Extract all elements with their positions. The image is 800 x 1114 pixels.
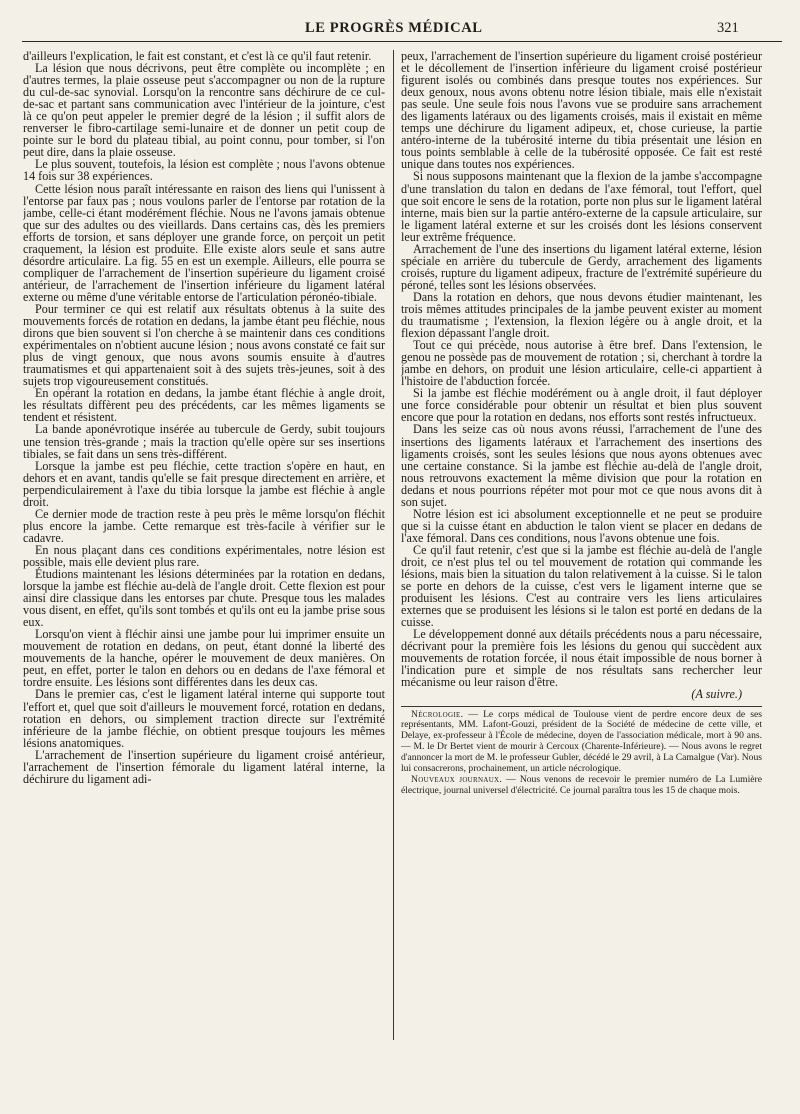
new-journals-text: — Nous venons de recevoir le premier numéro de La Lumière électrique, journal universel d'électricité. Ce journal paraîtra tous les 15 de chaque mois. [401, 773, 762, 796]
paragraph: Pour terminer ce qui est relatif aux résultats obtenus à la suite des mouvements forcés de rotation en dedans, la jambe étant peu fléchie, nous dirons que bien souvent si l'on cherche à se maintenir dans ces conditions expérimentales on n'obtient aucune lésion ; nous avons constaté ce fait sur plus de vingt genoux, que nous avons soumis ensuite à d'autres traumatismes et qui appartenaient soit à des sujets très-jeunes, soit à des sujets trop vigoureusement constitués. [23, 301, 385, 389]
right-column [401, 50, 762, 1040]
paragraph: La bande aponévrotique insérée au tubercule de Gerdy, subit toujours une tension très-grande ; mais la traction qu'elle opère sur ses insertions tibiales, se fait dans un sens très-différent. [23, 422, 385, 461]
necrology-text: — Le corps médical de Toulouse vient de perdre encore deux de ses représentants, MM. Lafont-Gouzi, président de la Société de médecine de cette ville, et Delaye, ex-professeur à l'École de médecine, doyen de l'association médicale, mort à 90 ans. — M. le Dr Bertet vient de mourir à Cercoux (Charente-Inférieure). — Nous avons le regret d'annoncer la mort de M. le professeur Gubler, décédé le 29 avril, à La Camalgue (Var). Nous lui consacrerons, prochainement, un article nécrologique. [401, 708, 762, 775]
paragraph: L'arrachement de l'insertion supérieure du ligament croisé antérieur, l'arrachement de l'insertion fémorale du ligament latéral interne, la déchirure du ligament adi- [23, 747, 385, 786]
paragraph: Ce qu'il faut retenir, c'est que si la jambe est fléchie au-delà de l'angle droit, ce n'est plus tel ou tel mouvement de rotation qui commande les lésions, mais bien la situation du talon relativement à la cuisse. Si le talon se porte en dehors de la cuisse, c'est vers le ligament interne que se produisent les lésions. C'est au contraire vers les liens articulaires externes que se produisent les lésions si le talon est porté en dedans de la cuisse. [401, 542, 762, 630]
news-notes [401, 706, 762, 797]
new-journals-note [401, 775, 762, 797]
paragraph: Dans le premier cas, c'est le ligament latéral interne qui supporte tout l'effort et, quel que soit d'ailleurs le mouvement forcé, rotation en dedans, rotation en dehors, ou simplement traction directe sur l'extrémité inférieure de la jambe fléchie, on obtient presque toujours les mêmes lésions anatomiques. [23, 687, 385, 750]
paragraph: peux, l'arrachement de l'insertion supérieure du ligament croisé postérieur et le décollement de l'insertion inférieure du ligament croisé postérieur figurent isolés ou combinés dans presque toutes nos expériences. Sur deux genoux, nous avons obtenu notre lésion tibiale, mais elle n'existait pas seule. Une seule fois nous l'avons vue se produire sans arrachement des ligaments latéraux ou des ligaments croisés, mais il existait en même temps une déchirure du ligament adipeux, et, chose curieuse, la partie antéro-interne de la tubérosité interne du tibia présentait une lésion en tous points semblable à celle de la tubérosité opposée. Ce fait est resté unique dans toutes nos expériences. [401, 50, 762, 172]
new-journals-label: Nouveaux journaux. [411, 773, 503, 785]
paragraph: En opérant la rotation en dedans, la jambe étant fléchie à angle droit, les résultats diffèrent peu des précédents, car les mêmes ligaments se tendent et résistent. [23, 386, 385, 425]
paragraph: Dans les seize cas où nous avons réussi, l'arrachement de l'une des insertions des ligaments latéraux et l'arrachement des insertions des ligaments croisés, sont les seules lésions que nous ayons obtenues avec une certaine constance. Si la jambe est fléchie au-delà de l'angle droit, nous retrouvons exactement la même division que pour la rotation en dedans et nous pourrions répéter mot pour mot ce que nous avons dit à son sujet. [401, 422, 762, 509]
paragraph: En nous plaçant dans ces conditions expérimentales, notre lésion est possible, mais elle devient plus rare. [23, 542, 385, 569]
paragraph: Le plus souvent, toutefois, la lésion est complète ; nous l'avons obtenue 14 fois sur 38 expériences. [23, 157, 385, 184]
paragraph: La lésion que nous décrivons, peut être complète ou incomplète ; en d'autres termes, la plaie osseuse peut s'accompagner ou non de la rupture du cul-de-sac synovial. Lorsqu'on la rencontre sans déchirure de ce cul-de-sac et partant sans communication avec l'intérieur de la jointure, c'est là ce qu'on peut appeler le premier degré de la lésion ; il suffit alors de renverser le fibro-cartilage semi-lunaire et de donner un petit coup de pointe sur le bord du plateau tibial, au point connu, pour tomber, si l'on peut dire, dans la plaie osseuse. [23, 61, 385, 160]
necrology-label: Nécrologie. [411, 708, 464, 720]
necrology-note [401, 710, 762, 775]
paragraph: Notre lésion est ici absolument exceptionnelle et ne peut se produire que si la cuisse étant en abduction le talon vient se placer en dedans de l'axe fémoral. Dans ces conditions, nous l'avons obtenue une fois. [401, 506, 762, 545]
paragraph: Cette lésion nous paraît intéressante en raison des liens qui l'unissent à l'entorse par faux pas ; nous voulons parler de l'entorse par rotation de la jambe, celle-ci étant modérément fléchie. Nous ne l'avons jamais obtenue que sur des adultes ou des vieillards. Dans certains cas, dès les premiers efforts de torsion, et sans déployer une grande force, on perçoit un petit craquement, la lésion est produite. Elle existe alors seule et sans autre désordre articulaire. La fig. 55 en est un exemple. Ailleurs, elle pourra se compliquer de l'arrachement de l'insertion supérieure du ligament croisé antérieur, de l'arrachement de l'insertion inférieure du ligament latéral externe ou même d'une véritable entorse de l'articulation péronéo-tibiale. [23, 181, 385, 304]
column-divider [393, 50, 394, 1040]
to-be-continued: (A suivre.) [691, 687, 742, 702]
paragraph: Si nous supposons maintenant que la flexion de la jambe s'accompagne d'une translation du talon en dedans de l'axe fémoral, tout l'effort, quel que soit encore le sens de la rotation, porte non plus sur le ligament latéral interne, mais bien sur la partie antéro-externe de la capsule articulaire, sur le ligament latéral externe et sur les croisés dont les lésions conservent leur extrême fréquence. [401, 169, 762, 244]
paragraph: Dans la rotation en dehors, que nous devons étudier maintenant, les trois mêmes attitudes principales de la jambe peuvent exister au moment du traumatisme ; l'extension, la flexion légère ou à angle droit, et la flexion dépassant l'angle droit. [401, 289, 762, 341]
paragraph: Lorsqu'on vient à fléchir ainsi une jambe pour lui imprimer ensuite un mouvement de rotation en dedans, on peut, étant donné la liberté des mouvements de la hanche, opérer le mouvement de deux manières. On peut, en effet, porter le talon en dehors ou en dedans de l'axe fémoral et tordre ensuite. Les lésions sont différentes dans les deux cas. [23, 627, 385, 690]
paragraph: Lorsque la jambe est peu fléchie, cette traction s'opère en haut, en dehors et en avant, tandis qu'elle se fait presque directement en arrière, et perpendiculairement à l'axe du tibia lorsque la jambe est fléchie à angle droit. [23, 458, 385, 509]
paragraph: d'ailleurs l'explication, le fait est constant, et c'est là ce qu'il faut retenir. [23, 50, 372, 63]
paragraph: Étudions maintenant les lésions déterminées par la rotation en dedans, lorsque la jambe est fléchie au-delà de l'angle droit. Cette flexion est pour ainsi dire classique dans les entorses par chute. Presque tous les malades vous disent, en effet, qu'ils sont tombés et qu'ils ont eu la jambe prise sous eux. [23, 567, 385, 630]
paragraph: Si la jambe est fléchie modérément ou à angle droit, il faut déployer une force considérable pour obtenir un résultat et bien plus souvent encore que pour la rotation en dedans, nos efforts sont restés infructueux. [401, 386, 762, 425]
paragraph: Ce dernier mode de traction reste à peu près le même lorsqu'on fléchit plus encore la jambe. Cette remarque est très-facile à vérifier sur le cadavre. [23, 506, 385, 545]
paragraph: Tout ce qui précède, nous autorise à être bref. Dans l'extension, le genou ne possède pas de mouvement de rotation ; si, cherchant à tordre la jambe en dehors, on produit une lésion articulaire, celle-ci appartient à l'histoire de l'abduction forcée. [401, 338, 762, 389]
paragraph: Arrachement de l'une des insertions du ligament latéral externe, lésion spéciale en arrière du tubercule de Gerdy, arrachement des ligaments croisés, rupture du ligament adipeux, fracture de l'extrémité supérieure du péroné, telles sont les lésions observées. [401, 241, 762, 292]
left-column [23, 50, 385, 1040]
paragraph: Le développement donné aux détails précédents nous a paru nécessaire, décrivant pour la première fois les lésions du genou qui succèdent aux mouvements de rotation forcée, il nous était impossible de nous borner à l'indication pure et simple de nos résultats sans rechercher leur mécanisme ou leur raison d'être. [401, 627, 762, 690]
page-number: 321 [717, 20, 739, 36]
journal-title: LE PROGRÈS MÉDICAL [305, 20, 483, 36]
header-rule [22, 41, 782, 42]
